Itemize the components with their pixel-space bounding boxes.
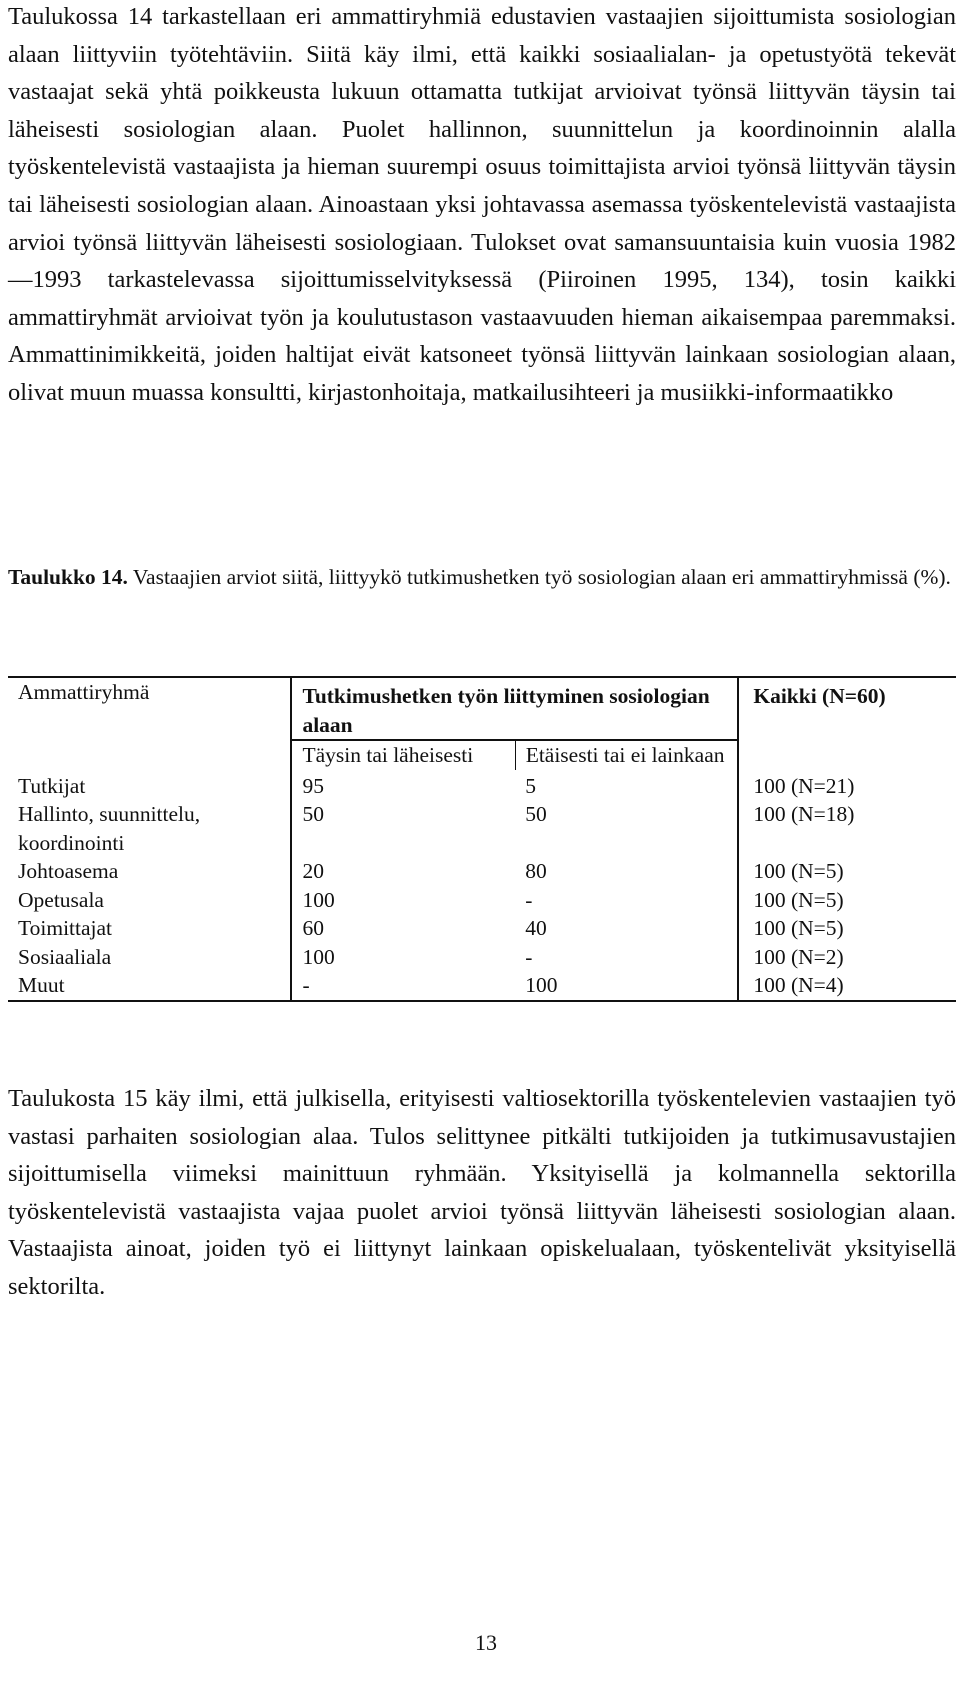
row-close: 100	[291, 943, 515, 972]
table-row	[8, 943, 956, 972]
row-total: 100 (N=5)	[738, 886, 956, 915]
row-far: 80	[525, 859, 547, 883]
row-group: Toimittajat	[18, 916, 113, 940]
row-total: 100 (N=2)	[738, 943, 956, 972]
table-row	[8, 886, 956, 915]
table-row	[8, 800, 956, 857]
row-group: Johtoasema	[18, 859, 119, 883]
row-close: 95	[291, 770, 515, 801]
row-far: 40	[525, 916, 547, 940]
body-paragraph-2: Taulukosta 15 käy ilmi, että julkisella, erityisesti valtiosektorilla työskentelevien vastaajien työ vastasi parhaiten sosiologian alaa. Tulos selittynee pitkälti tutkijoiden ja tutkimusavustajien sijoittumisella viimeksi mainittuun ryhmään. Yksityisellä ja kolmannella sektorilla työskentelevistä vastaajista vajaa puolet arvioi työnsä liittyvän läheisesti sosiologian alaan. Vastaajista ainoat, joiden työ ei liittynyt lainkaan opiskelualaan, työskentelivät yksityisellä sektorilta.	[8, 1085, 956, 1300]
row-total: 100 (N=21)	[738, 770, 956, 801]
row-close: 100	[291, 886, 515, 915]
row-close: -	[291, 971, 515, 1001]
row-far: 100	[525, 973, 558, 997]
table-row	[8, 770, 956, 801]
row-group: Hallinto, suunnittelu, koordinointi	[18, 802, 201, 855]
occupation-table	[8, 676, 956, 1002]
header-total: Kaikki (N=60)	[738, 677, 956, 770]
row-far: -	[525, 887, 533, 912]
row-total: 100 (N=5)	[738, 914, 956, 943]
row-close: 60	[291, 914, 515, 943]
subheader-far: Etäisesti tai ei lainkaan	[515, 740, 738, 770]
row-far: 50	[525, 802, 547, 826]
row-group: Muut	[18, 973, 65, 997]
row-far: 5	[525, 773, 536, 798]
row-group: Tutkijat	[18, 773, 86, 798]
row-group: Sosiaaliala	[18, 944, 112, 969]
body-paragraph-1: Taulukossa 14 tarkastellaan eri ammattiryhmiä edustavien vastaajien sijoittumista sosiologian alaan liittyviin työtehtäviin. Siitä käy ilmi, että kaikki sosiaalialan- ja opetustyötä tekevät vastaajat sekä yhtä poikkeusta lukuun ottamatta tutkijat arvioivat työnsä liittyvän täysin tai läheisesti sosiologian alaan. Puolet hallinnon, suunnittelun ja koordinoinnin alalla työskentelevistä vastaajista ja hieman suurempi osuus toimittajista arvioi työnsä liittyvän täysin tai läheisesti sosiologian alaan. Ainoastaan yksi johtavassa asemassa työskentelevistä vastaajista arvioi työnsä liittyvän läheisesti sosiologiaan. Tulokset ovat samansuuntaisia kuin vuosia 1982—1993 tarkastelevassa sijoittumisselvityksessä (Piiroinen 1995, 134), tosin kaikki ammattiryhmät arvioivat työn ja koulutustason vastaavuuden hieman aikaisempaa paremmaksi. Ammattinimikkeitä, joiden haltijat eivät katsoneet työnsä liittyvän lainkaan sosiologian alaan, olivat muun muassa konsultti, kirjastonhoitaja, matkailusihteeri ja musiikki-informaatikko	[8, 3, 956, 406]
table-row	[8, 971, 956, 1001]
table-header-row	[8, 677, 956, 740]
row-close: 50	[291, 800, 515, 857]
table-caption-label: Taulukko 14.	[8, 565, 128, 589]
header-occupation-group: Ammattiryhmä	[18, 680, 150, 704]
table-row	[8, 914, 956, 943]
subheader-close: Täysin tai läheisesti	[291, 740, 515, 770]
table-row	[8, 857, 956, 886]
header-relation-group: Tutkimushetken työn liittyminen sosiologian alaan	[291, 677, 738, 740]
row-total: 100 (N=18)	[738, 800, 956, 857]
page-number: 13	[475, 1630, 497, 1655]
row-total: 100 (N=5)	[738, 857, 956, 886]
table-caption	[8, 562, 956, 592]
row-total: 100 (N=4)	[738, 971, 956, 1001]
row-far: -	[525, 944, 533, 969]
table-caption-text: Vastaajien arviot siitä, liittyykö tutkimushetken työ sosiologian alaan eri ammattiryhmissä (%).	[127, 565, 951, 589]
row-close: 20	[291, 857, 515, 886]
row-group: Opetusala	[18, 887, 104, 912]
